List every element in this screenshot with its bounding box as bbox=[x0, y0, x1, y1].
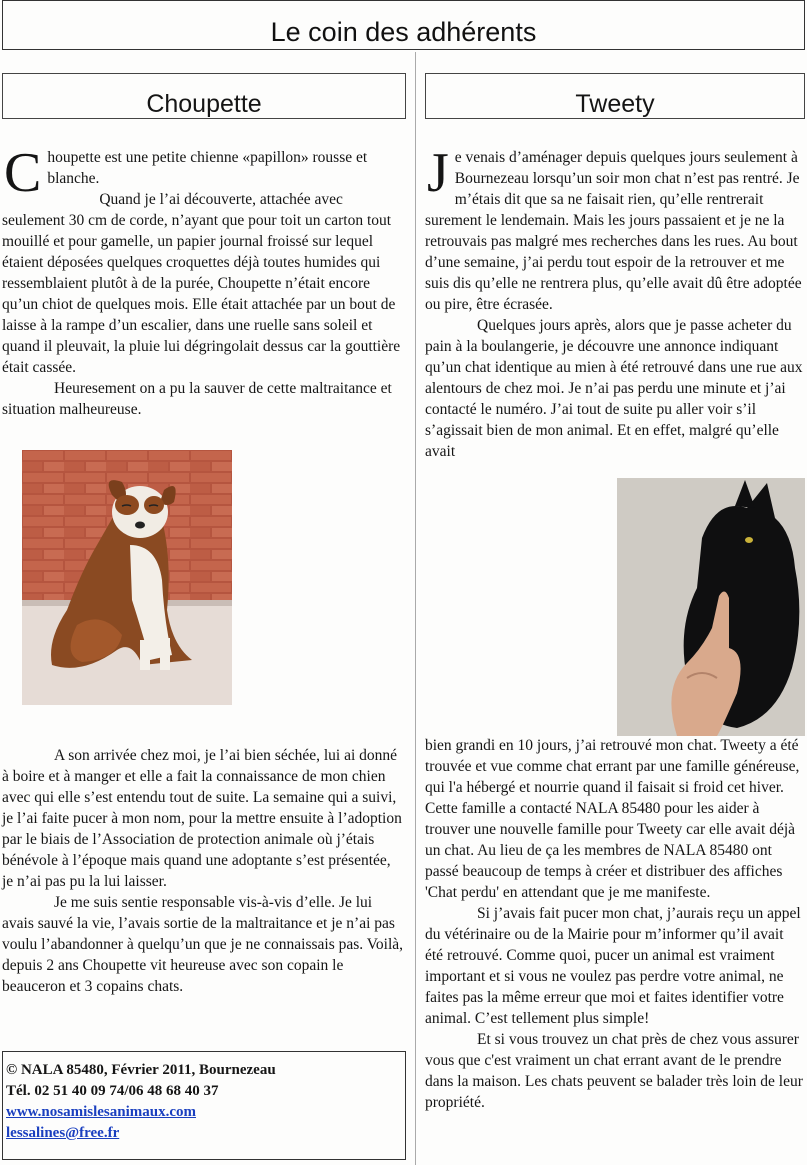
page-title: Le coin des adhérents bbox=[2, 0, 805, 50]
choupette-paragraph-4: A son arrivée chez moi, je l’ai bien séchée, lui ai donné à boire et à manger et elle a fait la connaissance de mon chien avec qui elle s’est entendu tout de suite. La semaine qui a suivi, je l’ai faite pucer à mon nom, pour la mettre ensuite à l’adoption par le biais de l’Association de protection animale où j’étais bénévole à l’époque mais quand une adoptante s’est présentée, je n’ai pas pu la lui laisser. bbox=[2, 747, 402, 890]
tweety-article-intro bbox=[425, 142, 803, 462]
contact-line-phone: Tél. 02 51 40 09 74/06 48 68 40 37 bbox=[6, 1083, 219, 1099]
choupette-paragraph-3: Heuresement on a pu la sauver de cette maltraitance et situation malheureuse. bbox=[2, 380, 392, 418]
contact-line-copyright: © NALA 85480, Février 2011, Bournezeau bbox=[6, 1062, 276, 1078]
choupette-paragraph-1 bbox=[2, 142, 404, 204]
column-divider bbox=[415, 52, 416, 1165]
tweety-cat-photo bbox=[617, 478, 805, 736]
choupette-article-continued bbox=[2, 745, 404, 997]
tweety-paragraph-1-text: e venais d’aménager depuis quelques jours seulement à Bournezeau lorsqu’un soir mon chat n’est pas rentré. Je m’étais dit que sa ne faisait rien, qu’elle rentrerait surement le lendemain. Mais les jours passaient et je ne la retrouvais pas malgré mes recherches dans les rues. Au bout d’une semaine, j’ai perdu tout espoir de la retrouver et me suis dis qu’elle ne rentrera plus, qu’elle avait dû être adoptée ou pire, être écrasée. bbox=[425, 149, 802, 313]
tweety-paragraph-2: Quelques jours après, alors que je passe acheter du pain à la boulangerie, je découvre une annonce indiquant qu’un chat identique au mien à été retrouvé dans une rue aux alentours de chez moi. Je n’ai pas perdu une minute et j’ai contacté le numéro. J’ai tout de suite pu aller voir s’il s’agissait bien de mon animal. Et en effet, malgré qu’elle avait bbox=[425, 317, 803, 460]
tweety-heading: Tweety bbox=[425, 73, 805, 119]
choupette-dog-photo bbox=[22, 450, 232, 705]
choupette-heading: Choupette bbox=[2, 73, 406, 119]
choupette-paragraph-5: Je me suis sentie responsable vis-à-vis d’elle. Je lui avais sauvé la vie, l’avais sortie de la maltraitance et je n’ai pas voulu l’abandonner à quelqu’un que je ne connaissais pas. Voilà, depuis 2 ans Choupette vit heureuse avec son copain le beauceron et 3 copains chats. bbox=[2, 894, 404, 995]
tweety-article-continued bbox=[425, 735, 803, 1113]
website-link[interactable]: www.nosamislesanimaux.com bbox=[6, 1104, 197, 1120]
email-link[interactable]: lessalines@free.fr bbox=[6, 1125, 120, 1141]
tweety-paragraph-1 bbox=[425, 142, 803, 315]
choupette-article-intro bbox=[2, 142, 404, 420]
choupette-dropcap: C bbox=[4, 142, 42, 204]
choupette-paragraph-2: Quand je l’ai découverte, attachée avec seulement 30 cm de corde, n’ayant que pour toit un carton tout mouillé et pour gamelle, un papier journal froissé sur lequel étaient déposées quelques croquettes déjà toutes humides qui ressemblaient plutôt à de la purée, Choupette n’était encore qu’un chiot de quelques mois. Elle était attachée par un bout de laisse à la rampe d’un escalier, dans une ruelle sans soleil et quand il pleuvait, la pluie lui dégringolait dessus car la gouttière était cassée. bbox=[2, 191, 401, 376]
tweety-paragraph-5: Et si vous trouvez un chat près de chez vous assurer vous que c'est vraiment un chat errant avant de le prendre dans la maison. Les chats peuvent se balader très loin de leur propriété. bbox=[425, 1031, 803, 1111]
choupette-paragraph-1-text: houpette est une petite chienne «papillon» rousse et blanche. bbox=[47, 149, 368, 187]
cat-photo-illustration bbox=[617, 478, 805, 736]
tweety-paragraph-4: Si j’avais fait pucer mon chat, j’aurais reçu un appel du vétérinaire ou de la Mairie pour m’informer qu’il avait été retrouvé. Comme quoi, pucer un animal est vraiment important et si vous ne voulez pas perdre votre animal, ne faites pas la même erreur que moi et faites identifier votre animal. C’est tellement plus simple! bbox=[425, 905, 801, 1027]
dog-photo-illustration bbox=[22, 450, 232, 705]
contact-box bbox=[2, 1051, 406, 1160]
tweety-paragraph-3: bien grandi en 10 jours, j’ai retrouvé mon chat. Tweety a été trouvée et vue comme chat errant par une famille généreuse, qui l'a hébergé et nourrie quand il faisait si froid cet hiver. Cette famille a contacté NALA 85480 pour les aider à trouver une nouvelle famille pour Tweety car elle avait déjà un chat. Au lieu de ça les membres de NALA 85480 ont passé beaucoup de temps à créer et distribuer des affiches 'Chat perdu' en attendant que je me manifeste. bbox=[425, 737, 800, 901]
tweety-dropcap: J bbox=[427, 142, 449, 204]
